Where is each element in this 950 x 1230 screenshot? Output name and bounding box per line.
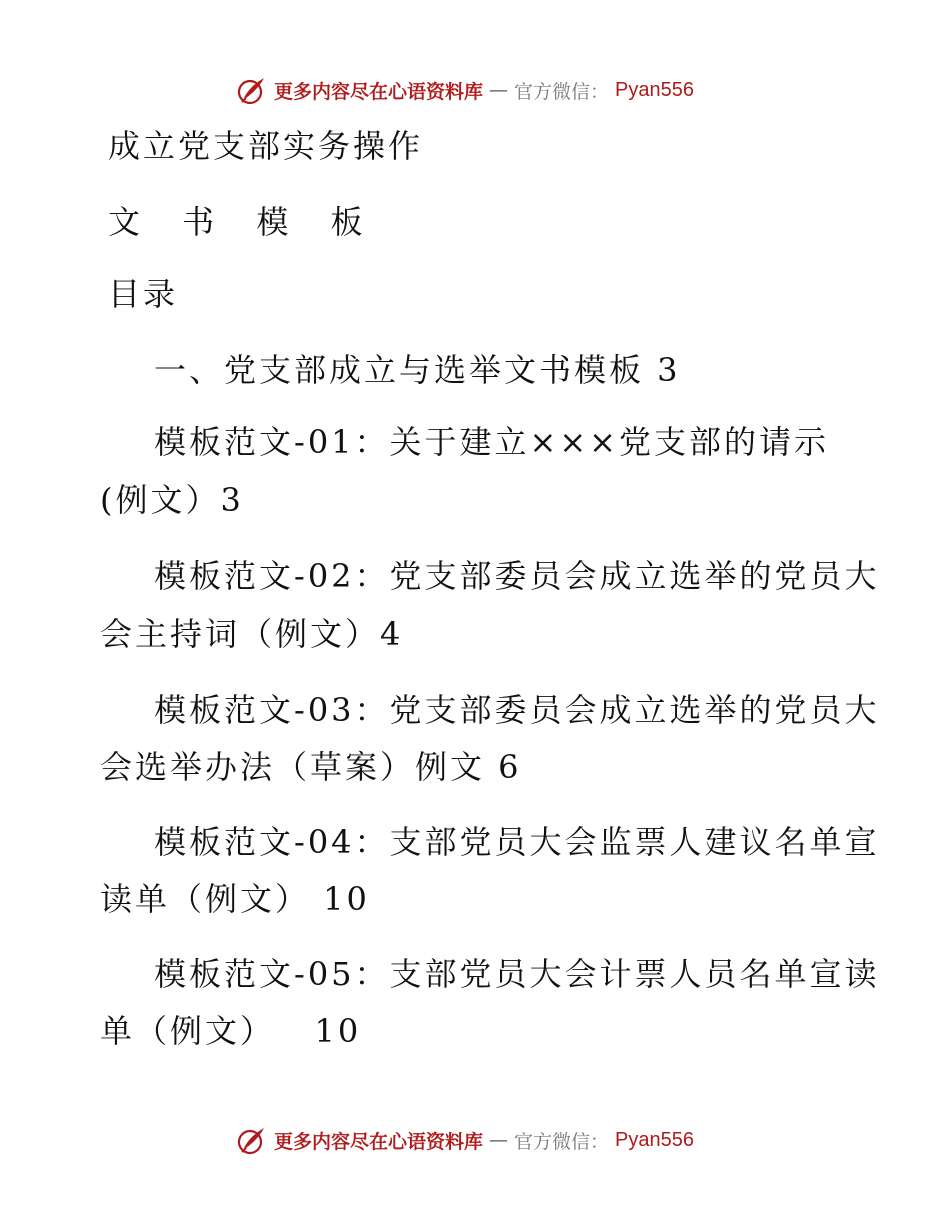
quill-logo-icon <box>236 1124 268 1156</box>
toc-entry-line2: 读单（例文） 10 <box>100 880 370 918</box>
toc-heading: 目录 <box>108 275 179 313</box>
toc-entry-line1: 模板范文-01：关于建立×××党支部的请示 <box>154 423 829 461</box>
banner-wechat-label: 官方微信： <box>514 1130 610 1153</box>
document-title: 成立党支部实务操作 <box>108 127 424 165</box>
document-subtitle: 文 书 模 板 <box>108 203 379 241</box>
banner-wechat-label: 官方微信： <box>514 80 610 103</box>
toc-section: 一、党支部成立与选举文书模板 3 <box>154 351 681 389</box>
header-banner <box>0 70 950 110</box>
toc-entry-line2: (例文）3 <box>100 481 244 519</box>
banner-slogan: 更多内容尽在心语资料库 <box>274 1130 484 1153</box>
toc-entry-line1: 模板范文-04：支部党员大会监票人建议名单宣 <box>154 823 880 861</box>
banner-separator: — <box>489 79 509 101</box>
banner-separator: — <box>489 1129 509 1151</box>
toc-entry-line1: 模板范文-03：党支部委员会成立选举的党员大 <box>154 691 880 729</box>
toc-entry-line2: 单（例文） 10 <box>100 1012 362 1050</box>
toc-entry-line2: 会选举办法（草案）例文 6 <box>100 748 522 786</box>
banner-wechat-id: Pyan556 <box>615 78 694 101</box>
toc-entry-line1: 模板范文-05：支部党员大会计票人员名单宣读 <box>154 955 880 993</box>
banner-wechat-id: Pyan556 <box>615 1128 694 1151</box>
footer-banner <box>0 1120 950 1160</box>
banner-slogan: 更多内容尽在心语资料库 <box>274 80 484 103</box>
toc-entry-line2: 会主持词（例文）4 <box>100 615 404 653</box>
toc-entry-line1: 模板范文-02：党支部委员会成立选举的党员大 <box>154 557 880 595</box>
quill-logo-icon <box>236 74 268 106</box>
